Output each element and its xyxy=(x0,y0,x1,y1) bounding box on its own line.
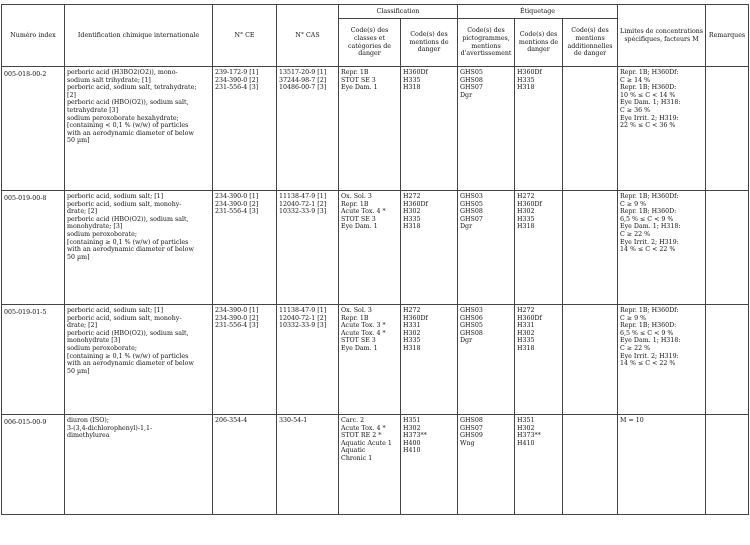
chemical-id-line: drate; [2] xyxy=(67,208,98,216)
label-hazard-statement: H360Df xyxy=(517,200,542,208)
index-number-cell xyxy=(2,67,65,191)
hazard-class: Acute Tox. 4 * xyxy=(341,208,386,216)
chemical-id-line: drate; [2] xyxy=(67,322,98,330)
signal-word: Dgr xyxy=(460,91,473,99)
concentration-limit: 6,5 % ≤ C < 9 % xyxy=(620,215,674,223)
hazard-class-cell xyxy=(339,67,401,191)
cas-number: 10332-33-9 [3] xyxy=(279,322,327,330)
hazard-statement: H318 xyxy=(403,344,421,352)
concentration-limit: Eye Irrit. 2; H319: xyxy=(620,114,679,122)
label-hazard-statement: H335 xyxy=(517,76,535,84)
pictogram-cell xyxy=(458,67,515,191)
label-hazard-statement: H410 xyxy=(517,439,535,447)
hazard-statement: H373** xyxy=(403,432,427,440)
concentration-limit: Eye Irrit. 2; H319: xyxy=(620,238,679,246)
ec-number-cell xyxy=(213,415,277,515)
concentration-limit: Repr. 1B; H360D: xyxy=(620,84,677,92)
label-hazard-statement: H360Df xyxy=(517,69,542,76)
pictogram-code: GHS03 xyxy=(460,307,483,314)
header-label-hazard-statement: Code(s) des mentions de danger xyxy=(515,19,563,67)
table-row xyxy=(2,415,749,515)
concentration-limit: C ≥ 14 % xyxy=(620,76,651,84)
table-row xyxy=(2,67,749,191)
hazard-class: Eye Dam. 1 xyxy=(341,344,378,352)
hazard-statement: H360Df xyxy=(403,314,428,322)
index-number-cell xyxy=(2,191,65,305)
cas-number-cell xyxy=(277,67,339,191)
cas-number-cell xyxy=(277,191,339,305)
chemical-id-line: diuron (ISO); xyxy=(67,417,109,424)
concentration-limit: C ≥ 9 % xyxy=(620,314,647,322)
label-hazard-statement: H318 xyxy=(517,223,535,231)
concentration-limit: C ≥ 22 % xyxy=(620,344,651,352)
hazard-class-cell xyxy=(339,415,401,515)
chemical-id-line: perboric acid (HBO(O2)), sodium salt, xyxy=(67,215,189,223)
signal-word: Dgr xyxy=(460,337,473,345)
chemical-id-line: sodium salt trihydrate; [1] xyxy=(67,76,151,84)
hazard-statement: H360Df xyxy=(403,200,428,208)
label-hazard-statement: H302 xyxy=(517,208,535,216)
index-number-cell xyxy=(2,305,65,415)
hazard-statement: H331 xyxy=(403,322,421,330)
index-number: 006-015-00-9 xyxy=(4,419,47,426)
pictogram-code: GHS07 xyxy=(460,215,483,223)
hazard-class: Chronic 1 xyxy=(341,454,373,462)
table-row xyxy=(2,305,749,415)
hazard-statement: H335 xyxy=(403,215,421,223)
cas-number: 10486-00-7 [3] xyxy=(279,84,327,92)
hazard-statement: H351 xyxy=(403,417,421,424)
header-cas-no: N° CAS xyxy=(277,5,339,67)
concentration-limits-cell xyxy=(618,67,706,191)
cas-number: 330-54-1 xyxy=(279,417,308,424)
concentration-limits-cell xyxy=(618,305,706,415)
label-hazard-statement-cell xyxy=(515,191,563,305)
cas-number: 11138-47-9 [1] xyxy=(279,193,327,200)
hazard-statement-cell xyxy=(401,305,458,415)
supplemental-hazard-cell xyxy=(563,67,618,191)
concentration-limit: Eye Irrit. 2; H319: xyxy=(620,352,679,360)
chemical-id-cell xyxy=(65,191,213,305)
chemical-id-cell xyxy=(65,67,213,191)
ec-number: 234-390-0 [2] xyxy=(215,76,259,84)
pictogram-code: GHS05 xyxy=(460,200,483,208)
ec-number: 206-354-4 xyxy=(215,417,248,424)
hazard-class: Ox. Sol. 3 xyxy=(341,307,372,314)
hazard-class: Ox. Sol. 3 xyxy=(341,193,372,200)
ec-number: 239-172-9 [1] xyxy=(215,69,259,76)
concentration-limit: 22 % ≤ C < 36 % xyxy=(620,122,676,130)
pictogram-code: GHS09 xyxy=(460,432,483,440)
table-row xyxy=(2,191,749,305)
chemical-id-line: perboric acid (HBO(O2)), sodium salt, xyxy=(67,99,189,107)
ec-number-cell xyxy=(213,305,277,415)
hazard-statement: H272 xyxy=(403,193,421,200)
hazard-class: Acute Tox. 4 * xyxy=(341,329,386,337)
concentration-limit: C ≥ 36 % xyxy=(620,106,651,114)
chemical-id-line: 50 µm] xyxy=(67,253,90,261)
chemical-id-line: perboric acid, sodium salt; [1] xyxy=(67,307,164,314)
notes-cell xyxy=(706,305,749,415)
hazard-class: STOT SE 3 xyxy=(341,337,376,345)
pictogram-code: GHS05 xyxy=(460,322,483,330)
concentration-limit: 14 % ≤ C < 22 % xyxy=(620,246,676,254)
label-hazard-statement: H360Df xyxy=(517,314,542,322)
label-hazard-statement-cell xyxy=(515,415,563,515)
ec-number: 231-556-4 [3] xyxy=(215,84,259,92)
notes-cell xyxy=(706,67,749,191)
label-hazard-statement: H318 xyxy=(517,84,535,92)
index-number: 005-019-00-8 xyxy=(4,195,47,202)
chemical-id-line: 50 µm] xyxy=(67,137,90,145)
ec-number: 234-390-0 [2] xyxy=(215,200,259,208)
ec-number: 234-390-0 [2] xyxy=(215,314,259,322)
concentration-limit: Repr. 1B; H360D: xyxy=(620,208,677,216)
ec-number-cell xyxy=(213,191,277,305)
hazard-class: Eye Dam. 1 xyxy=(341,84,378,92)
label-hazard-statement: H351 xyxy=(517,417,535,424)
hazard-statement-cell xyxy=(401,415,458,515)
chemical-id-line: monohydrate; [3] xyxy=(67,223,123,231)
header-pictogram: Code(s) des pictogrammes, mentions d'avertissement xyxy=(458,19,515,67)
chemical-id-line: with an aerodynamic diameter of below xyxy=(67,360,194,368)
header-ec-no: N° CE xyxy=(213,5,277,67)
concentration-limits-cell xyxy=(618,415,706,515)
chemical-id-line: [containing ≥ 0,1 % (w/w) of particles xyxy=(67,238,189,246)
header-hazard-class: Code(s) des classes et catégories de danger xyxy=(339,19,401,67)
label-hazard-statement: H318 xyxy=(517,344,535,352)
hazard-statement: H335 xyxy=(403,76,421,84)
chemical-id-line: with an aerodynamic diameter of below xyxy=(67,129,194,137)
chemical-id-line: perboric acid, sodium salt, tetrahydrate; xyxy=(67,84,197,92)
supplemental-hazard-cell xyxy=(563,305,618,415)
concentration-limit: Eye Dam. 1; H318: xyxy=(620,223,681,231)
label-hazard-statement: H331 xyxy=(517,322,535,330)
hazard-class-cell xyxy=(339,305,401,415)
pictogram-code: GHS08 xyxy=(460,208,483,216)
cas-number: 12040-72-1 [2] xyxy=(279,314,327,322)
pictogram-code: GHS08 xyxy=(460,329,483,337)
hazard-class: Acute Tox. 3 * xyxy=(341,322,386,330)
ec-number: 231-556-4 [3] xyxy=(215,322,259,330)
cas-number: 10332-33-9 [3] xyxy=(279,208,327,216)
pictogram-code: GHS05 xyxy=(460,69,483,76)
concentration-limit: Repr. 1B; H360D: xyxy=(620,322,677,330)
hazard-class: Carc. 2 xyxy=(341,417,365,424)
pictogram-code: GHS08 xyxy=(460,417,483,424)
chemical-id-cell xyxy=(65,305,213,415)
hazard-class: STOT SE 3 xyxy=(341,76,376,84)
hazard-statement: H272 xyxy=(403,307,421,314)
cas-number: 13517-20-9 [1] xyxy=(279,69,327,76)
concentration-limit: Repr. 1B; H360Df: xyxy=(620,307,679,314)
ec-number-cell xyxy=(213,67,277,191)
concentration-limit: M = 10 xyxy=(620,417,644,424)
chemical-id-line: [containing < 0,1 % (w/w) of particles xyxy=(67,122,189,130)
pictogram-code: GHS07 xyxy=(460,424,483,432)
hazard-statement: H360Df xyxy=(403,69,428,76)
supplemental-hazard-cell xyxy=(563,415,618,515)
chemical-id-line: perboric acid, sodium salt; [1] xyxy=(67,193,164,200)
label-hazard-statement: H272 xyxy=(517,307,535,314)
cas-number: 37244-98-7 [2] xyxy=(279,76,327,84)
header-notes: Remarques xyxy=(706,5,749,67)
hazard-statement-cell xyxy=(401,67,458,191)
hazard-class: STOT RE 2 * xyxy=(341,432,382,440)
hazard-statement: H302 xyxy=(403,424,421,432)
label-hazard-statement: H302 xyxy=(517,424,535,432)
pictogram-cell xyxy=(458,415,515,515)
hazard-class: Repr. 1B xyxy=(341,200,369,208)
chemical-id-line: perboric acid (H3BO2(O2)), mono- xyxy=(67,69,178,76)
label-hazard-statement: H335 xyxy=(517,215,535,223)
pictogram-code: GHS03 xyxy=(460,193,483,200)
hazard-class: Eye Dam. 1 xyxy=(341,223,378,231)
hazard-class-cell xyxy=(339,191,401,305)
chemical-id-line: sodium peroxoborate; xyxy=(67,344,137,352)
header-labelling: Étiquetage xyxy=(458,5,618,19)
hazard-class: Repr. 1B xyxy=(341,314,369,322)
label-hazard-statement: H335 xyxy=(517,337,535,345)
cas-number-cell xyxy=(277,415,339,515)
label-hazard-statement: H373** xyxy=(517,432,541,440)
hazard-statement: H400 xyxy=(403,439,421,447)
index-number-cell xyxy=(2,415,65,515)
hazard-statement: H302 xyxy=(403,208,421,216)
supplemental-hazard-cell xyxy=(563,191,618,305)
cas-number-cell xyxy=(277,305,339,415)
chemical-id-line: sodium peroxoborate hexahydrate; xyxy=(67,114,179,122)
pictogram-code: GHS08 xyxy=(460,76,483,84)
chemical-id-line: [2] xyxy=(67,91,76,99)
header-classification: Classification xyxy=(339,5,458,19)
substance-table xyxy=(1,4,749,515)
pictogram-cell xyxy=(458,305,515,415)
chemical-id-line: [containing ≥ 0,1 % (w/w) of particles xyxy=(67,352,189,360)
concentration-limit: 14 % ≤ C < 22 % xyxy=(620,360,676,368)
concentration-limit: 10 % ≤ C < 14 % xyxy=(620,91,676,99)
concentration-limit: Repr. 1B; H360Df: xyxy=(620,193,679,200)
concentration-limits-cell xyxy=(618,191,706,305)
concentration-limit: Eye Dam. 1; H318: xyxy=(620,99,681,107)
hazard-statement: H335 xyxy=(403,337,421,345)
chemical-id-line: with an aerodynamic diameter of below xyxy=(67,246,194,254)
concentration-limit: C ≥ 22 % xyxy=(620,230,651,238)
signal-word: Dgr xyxy=(460,223,473,231)
header-supplemental-hazard: Code(s) des mentions additionnelles de danger xyxy=(563,19,618,67)
hazard-statement: H410 xyxy=(403,447,421,455)
header-row-top xyxy=(2,5,749,19)
header-chemical-id: Identification chimique internationale xyxy=(65,5,213,67)
chemical-id-line: perboric acid (HBO(O2)), sodium salt, xyxy=(67,329,189,337)
hazard-class: Aquatic Acute 1 xyxy=(341,439,392,447)
pictogram-cell xyxy=(458,191,515,305)
ec-number: 234-390-0 [1] xyxy=(215,307,259,314)
chemical-id-cell xyxy=(65,415,213,515)
pictogram-code: GHS07 xyxy=(460,84,483,92)
chemical-id-line: monohydrate [3] xyxy=(67,337,121,345)
cas-number: 12040-72-1 [2] xyxy=(279,200,327,208)
label-hazard-statement: H272 xyxy=(517,193,535,200)
chemical-id-line: perboric acid, sodium salt, monohy- xyxy=(67,314,182,322)
hazard-class: Repr. 1B xyxy=(341,69,369,76)
chemical-id-line: sodium peroxoborate; xyxy=(67,230,137,238)
index-number: 005-018-00-2 xyxy=(4,71,47,78)
notes-cell xyxy=(706,415,749,515)
concentration-limit: C ≥ 9 % xyxy=(620,200,647,208)
hazard-statement: H302 xyxy=(403,329,421,337)
notes-cell xyxy=(706,191,749,305)
concentration-limit: Eye Dam. 1; H318: xyxy=(620,337,681,345)
label-hazard-statement: H302 xyxy=(517,329,535,337)
ec-number: 231-556-4 [3] xyxy=(215,208,259,216)
chemical-id-line: dimethylurea xyxy=(67,432,110,440)
chemical-id-line: 50 µm] xyxy=(67,367,90,375)
concentration-limit: Repr. 1B; H360Df: xyxy=(620,69,679,76)
chemical-id-line: perboric acid, sodium salt, monohy- xyxy=(67,200,182,208)
hazard-class: Acute Tox. 4 * xyxy=(341,424,386,432)
ec-number: 234-390-0 [1] xyxy=(215,193,259,200)
concentration-limit: 6,5 % ≤ C < 9 % xyxy=(620,329,674,337)
hazard-statement: H318 xyxy=(403,223,421,231)
label-hazard-statement-cell xyxy=(515,67,563,191)
cas-number: 11138-47-9 [1] xyxy=(279,307,327,314)
header-concentration-limits: Limites de concentrations spécifiques, facteurs M xyxy=(618,5,706,67)
pictogram-code: GHS06 xyxy=(460,314,483,322)
hazard-class: Aquatic xyxy=(341,447,366,455)
label-hazard-statement-cell xyxy=(515,305,563,415)
header-hazard-statement: Code(s) des mentions de danger xyxy=(401,19,458,67)
index-number: 005-019-01-5 xyxy=(4,309,47,316)
chemical-id-line: 3-(3,4-dichlorophenyl)-1,1- xyxy=(67,424,153,432)
signal-word: Wng xyxy=(460,439,475,447)
header-index-no: Numéro index xyxy=(2,5,65,67)
hazard-statement: H318 xyxy=(403,84,421,92)
hazard-statement-cell xyxy=(401,191,458,305)
chemical-id-line: tetrahydrate [3] xyxy=(67,106,119,114)
hazard-class: STOT SE 3 xyxy=(341,215,376,223)
